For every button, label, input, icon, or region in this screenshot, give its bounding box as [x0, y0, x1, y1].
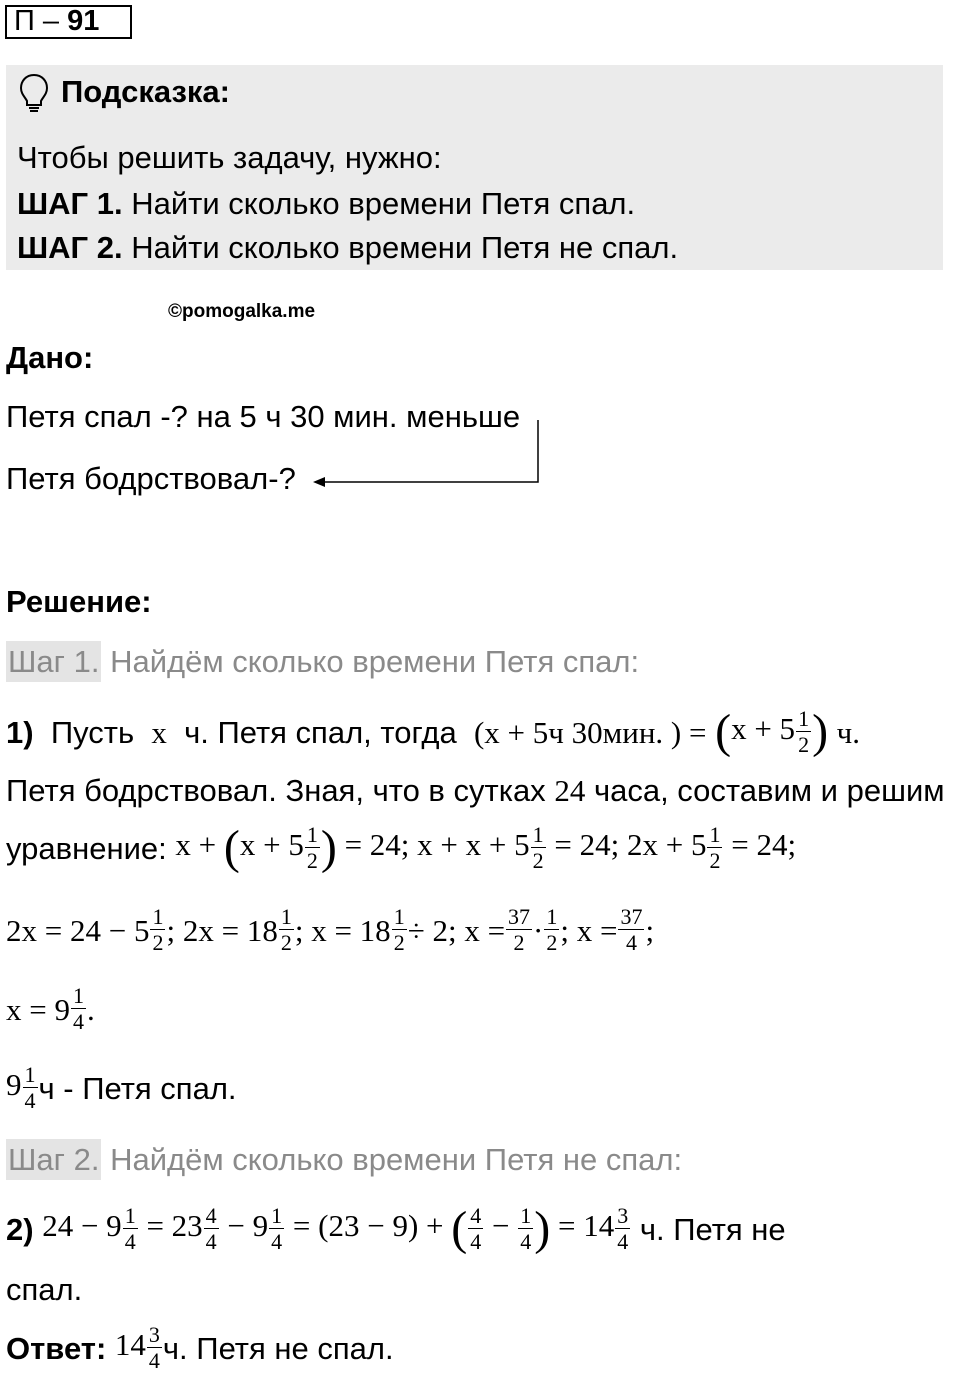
relation-arrow	[310, 418, 545, 493]
line2-text: Петя бодрствовал. Зная, что в сутках	[6, 773, 546, 808]
step2-label: Шаг 2.	[6, 1139, 101, 1180]
solution-line-2	[6, 775, 945, 806]
problem-label	[14, 7, 99, 36]
answer-label: Ответ:	[6, 1330, 107, 1366]
step2-text: Найдём сколько времени Петя не спал:	[110, 1142, 683, 1177]
hint-intro: Чтобы решить задачу, нужно:	[17, 140, 442, 175]
given-line1: Петя спал -? на 5 ч 30 мин. меньше	[6, 399, 521, 434]
solution-line-3	[6, 816, 796, 880]
given-line2: Петя бодрствовал-?	[6, 461, 296, 496]
item-number-1: 1)	[6, 714, 34, 750]
line1-text2: ч. Петя спал, тогда	[184, 714, 457, 750]
line7-tail: ч. Петя не	[639, 1211, 786, 1247]
label-number: 91	[67, 5, 100, 37]
hint-step2-text: Найти сколько времени Петя не спал.	[131, 230, 679, 265]
step1-text: Найдём сколько времени Петя спал:	[110, 644, 640, 679]
variable-x: x	[151, 714, 167, 750]
solution-step2	[6, 1144, 682, 1175]
solution-title: Решение:	[6, 584, 152, 619]
watermark: ©pomogalka.me	[168, 301, 316, 322]
step1-label: Шаг 1.	[6, 641, 101, 682]
answer-whole: 14	[114, 1327, 146, 1363]
slept-result	[6, 1056, 237, 1120]
line2-text2: часа, составим и решим	[593, 773, 945, 808]
solution-line-7	[6, 1197, 786, 1261]
equation-line4: 2x = 24 − 5 $\frac{1}{2}$ ; 2x = 18 $\frac{1}{2}$ ; x = 18 $\frac{1}{2}$ ÷ 2; x = $\frac{37}{2}$ · $\frac{1}{2}$ ; x = $\frac{37}{4}$ ;	[6, 904, 655, 955]
equation-line7: 24 − 9 $\frac{1}{4}$ = 23 $\frac{4}{4}$ − 9 $\frac{1}{4}$ = (23 − 9) + ( $\frac{4}{4}$ − $\frac{1}{4}$ ) = 14 $\frac{3}{4}$	[42, 1202, 629, 1255]
line1-expression: (x + 5ч 30мин. ) =	[473, 714, 707, 750]
line1-formula: (x + 5 $\frac{1}{2}$ )	[715, 705, 829, 758]
line1-unit: ч.	[836, 714, 861, 750]
line2-number: 24	[554, 773, 586, 808]
solution-line-8: спал.	[6, 1272, 83, 1307]
given-title: Дано:	[6, 340, 94, 375]
answer	[6, 1316, 394, 1380]
line1-text: Пусть	[50, 714, 135, 750]
equation-line3: x + (x + 5 $\frac{1}{2}$ ) = 24; x + x + 5 $\frac{1}{2}$ = 24; 2x + 5 $\frac{1}{2}$ = 24;	[175, 821, 797, 874]
hint-step2-label: ШАГ 2.	[17, 230, 123, 265]
hint-title: Подсказка:	[61, 74, 230, 109]
hint-step1-label: ШАГ 1.	[17, 186, 123, 221]
solution-step1	[6, 646, 639, 677]
answer-value: 14 $\frac{3}{4}$	[114, 1322, 160, 1373]
line3-text: уравнение:	[6, 830, 167, 866]
solution-line-1	[6, 700, 860, 764]
equation-line5: x = 9 $\frac{1}{4}$ .	[6, 983, 95, 1034]
hint-step1-text: Найти сколько времени Петя спал.	[131, 186, 636, 221]
label-prefix: П –	[14, 5, 60, 37]
slept-text: ч - Петя спал.	[38, 1070, 237, 1106]
answer-tail: ч. Петя не спал.	[162, 1330, 394, 1366]
hint-step2	[17, 232, 678, 263]
lightbulb-icon	[18, 72, 50, 114]
item-number-2: 2)	[6, 1211, 34, 1247]
hint-step1	[17, 188, 635, 219]
slept-value: 9 $\frac{1}{4}$	[6, 1062, 36, 1113]
